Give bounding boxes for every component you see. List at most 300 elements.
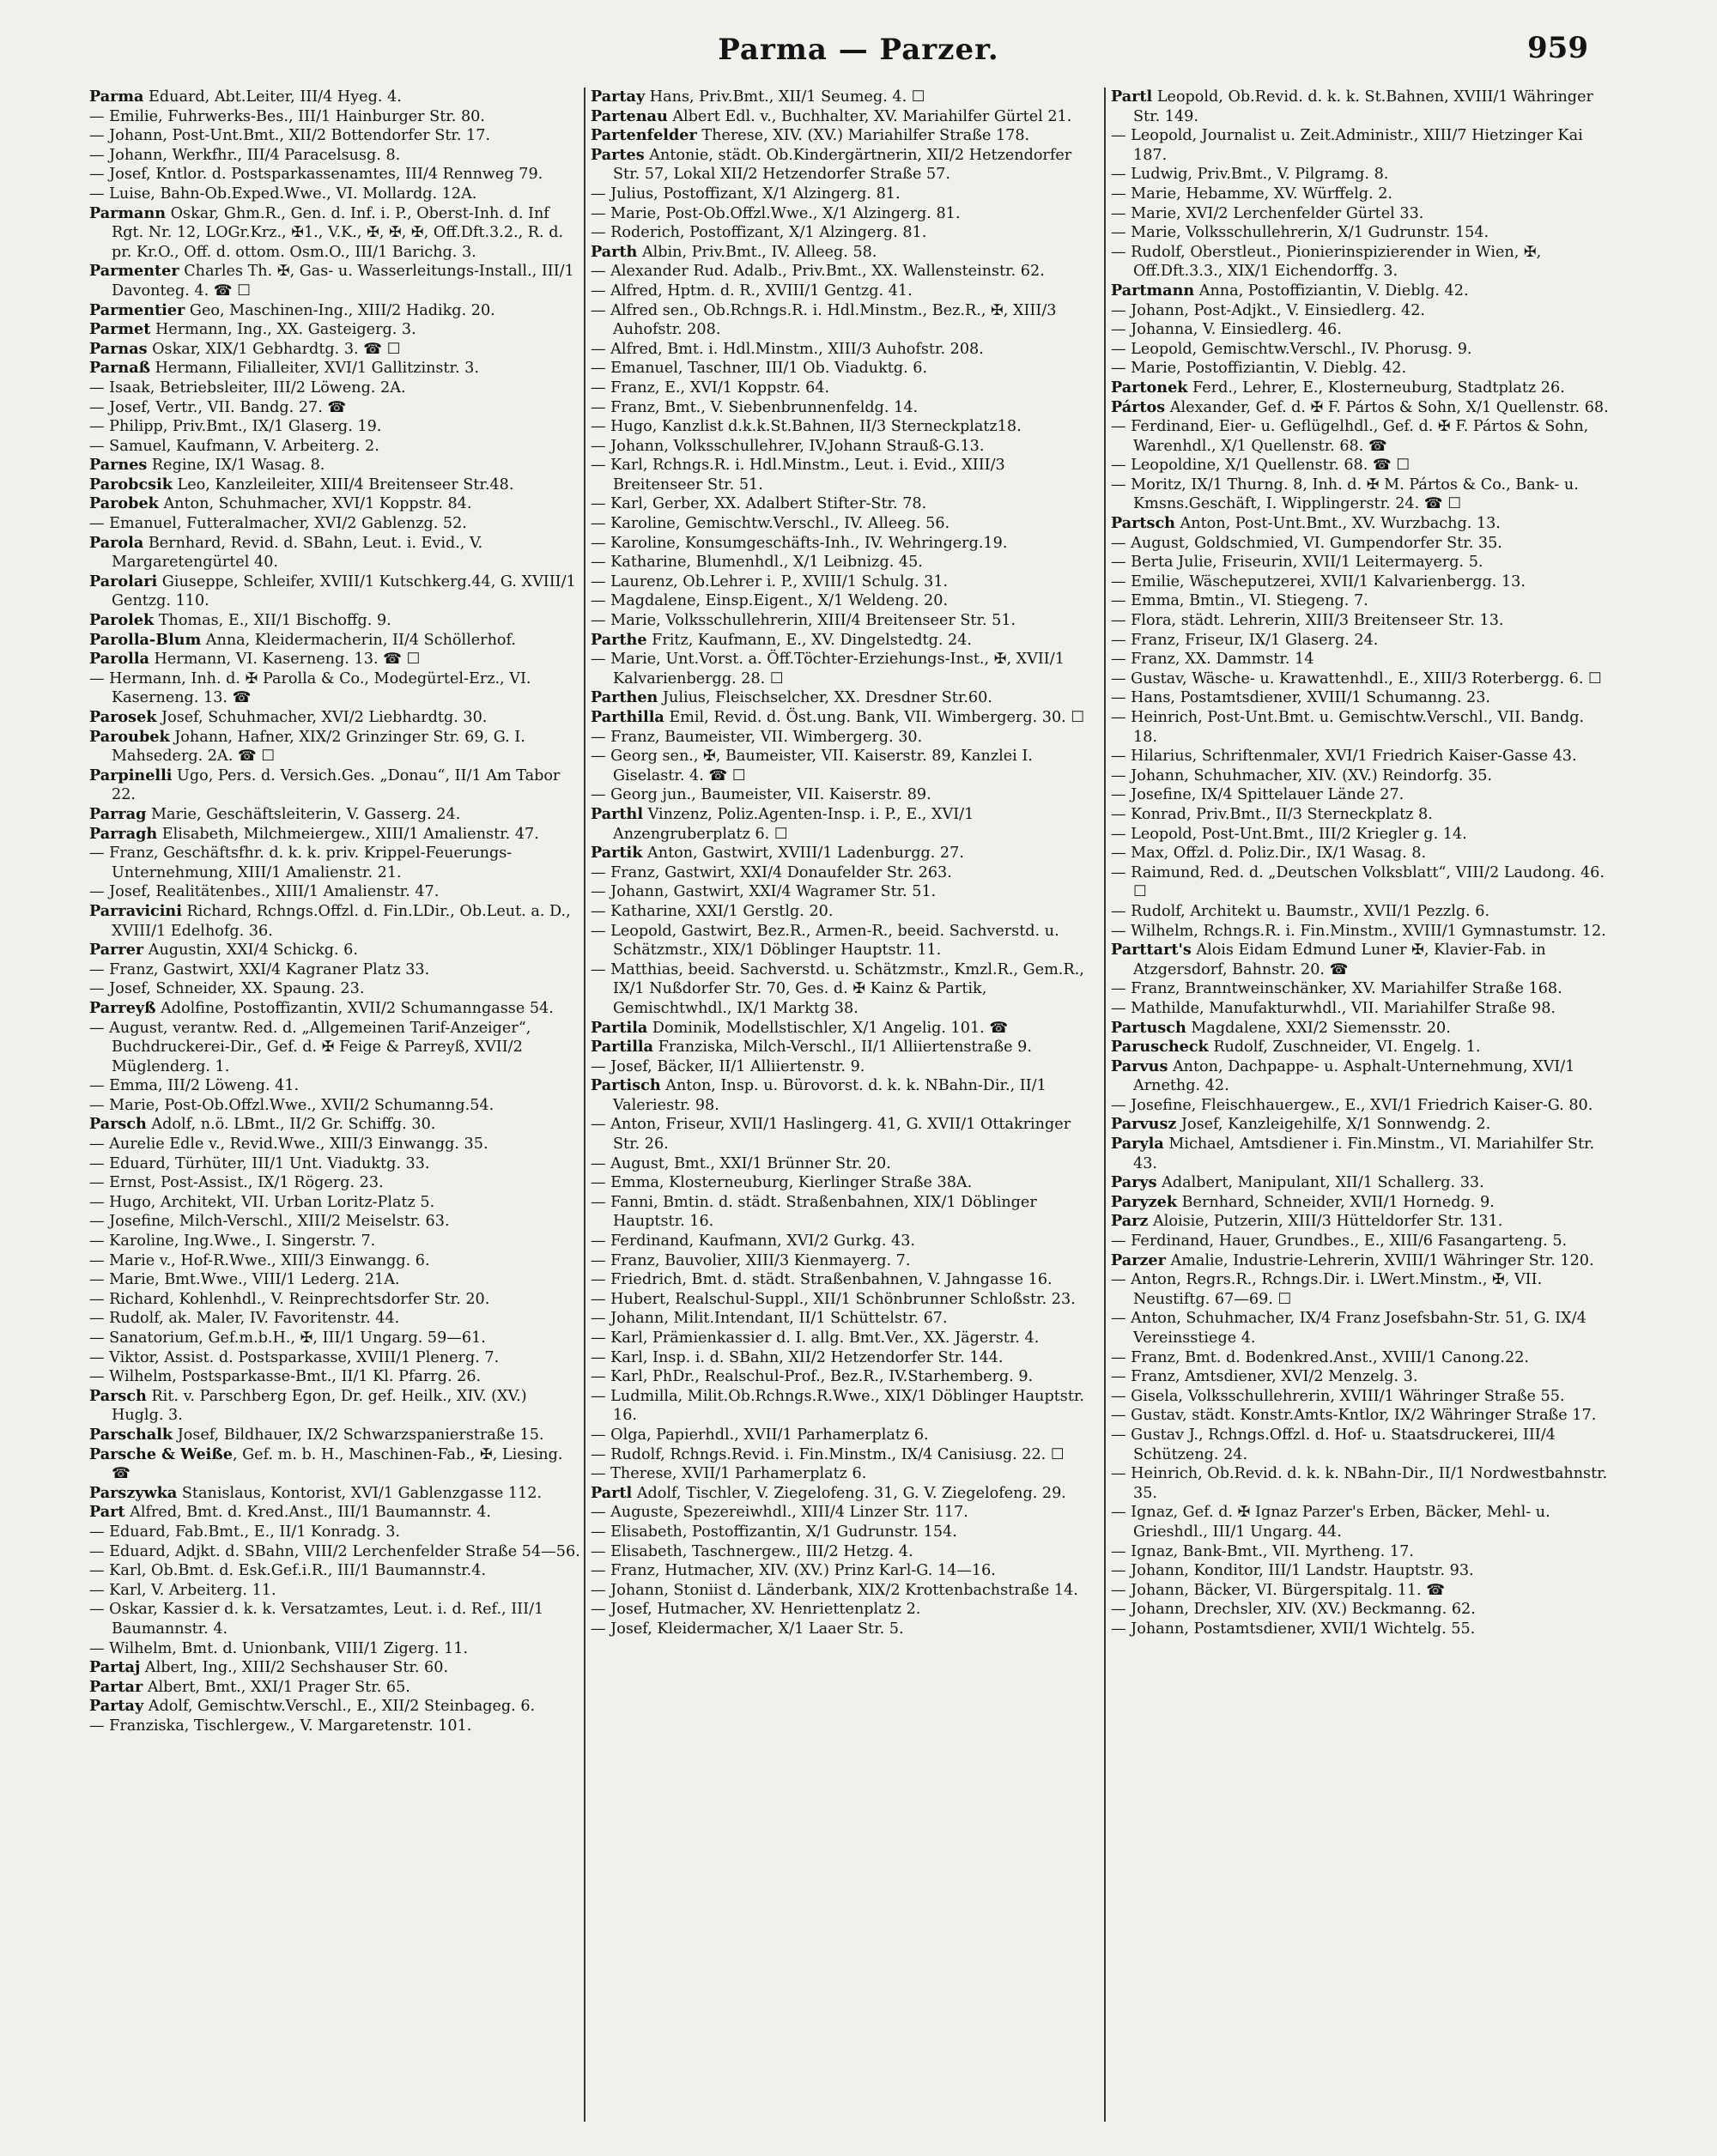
directory-entry <box>1111 165 1612 185</box>
directory-entry <box>1111 766 1612 786</box>
directory-entry <box>89 844 580 882</box>
directory-entry <box>591 456 1099 494</box>
directory-entry <box>1111 553 1612 572</box>
directory-entry <box>1111 398 1612 418</box>
directory-entry <box>89 1678 580 1698</box>
entry-surname: Paruscheck <box>1111 1038 1209 1057</box>
entry-text: — Marie, Post-Ob.Offzl.Wwe., XVII/2 Schumanng.54. <box>89 1096 494 1114</box>
entry-surname: Parobcsik <box>89 475 173 494</box>
directory-entry <box>591 1038 1099 1057</box>
entry-surname: Parrag <box>89 804 147 823</box>
directory-entry <box>591 534 1099 554</box>
entry-surname: Partaj <box>89 1658 141 1677</box>
entry-surname: Partonek <box>1111 378 1188 397</box>
directory-entry <box>1111 1620 1612 1639</box>
entry-text: — Emanuel, Taschner, III/1 Ob. Viaduktg. 6. <box>591 360 928 378</box>
directory-entry <box>89 611 580 631</box>
page-number: 959 <box>1527 31 1588 65</box>
directory-entry <box>89 728 580 766</box>
entry-text: — Leopold, Journalist u. Zeit.Administr., XIII/7 Hietzinger Kai 187. <box>1111 127 1583 164</box>
directory-entry <box>591 514 1099 534</box>
directory-entry <box>1111 591 1612 611</box>
entry-surname: Parmet <box>89 320 151 339</box>
directory-entry <box>591 243 1099 263</box>
entry-text: Anna, Kleidermacherin, II/4 Schöllerhof. <box>201 631 516 649</box>
entry-surname: Partmann <box>1111 281 1195 300</box>
directory-entry <box>1111 650 1612 669</box>
entry-surname: Parpinelli <box>89 766 173 784</box>
entry-text: — Rudolf, Oberstleut., Pionierinspizierender in Wien, ✠, Off.Dft.3.3., XIX/1 Eichendorffg. 3. <box>1111 243 1542 281</box>
entry-surname: Parnes <box>89 456 148 475</box>
entry-text: — Marie, Volksschullehrerin, XIII/4 Breitenseer Str. 51. <box>591 612 1016 630</box>
directory-entry <box>89 379 580 398</box>
directory-entry <box>89 825 580 845</box>
entry-surname: Partl <box>1111 88 1153 106</box>
entry-surname: Parnas <box>89 339 148 358</box>
entry-text: — Franz, Hutmacher, XIV. (XV.) Prinz Karl-G. 14—16. <box>591 1562 996 1580</box>
entry-text: — Franz, E., XVI/1 Koppstr. 64. <box>591 379 830 397</box>
entry-text: — Karoline, Gemischtw.Verschl., IV. Alleeg. 56. <box>591 515 950 533</box>
entry-text: Ferd., Lehrer, E., Klosterneuburg, Stadtplatz 26. <box>1187 379 1565 397</box>
entry-text: — Marie, Bmt.Wwe., VIII/1 Lederg. 21A. <box>89 1271 400 1289</box>
directory-entry <box>89 1135 580 1154</box>
directory-entry <box>1111 1542 1612 1562</box>
entry-surname: Paryla <box>1111 1135 1164 1154</box>
entry-surname: Partik <box>591 844 643 863</box>
directory-entry <box>89 146 580 166</box>
directory-entry <box>591 844 1099 863</box>
entry-text: — Franz, Geschäftsfhr. d. k. k. priv. Krippel-Feuerungs-Unternehmung, XIII/1 Amalienstr. 21. <box>89 845 513 881</box>
directory-entry <box>591 204 1099 224</box>
entry-text: Josef, Bildhauer, IX/2 Schwarzspanierstraße 15. <box>173 1426 544 1444</box>
entry-text: — Hubert, Realschul-Suppl., XII/1 Schönbrunner Schloßstr. 23. <box>591 1290 1076 1308</box>
directory-entry <box>89 1503 580 1523</box>
entry-text: Anton, Gastwirt, XVIII/1 Ladenburgg. 27. <box>642 845 964 863</box>
entry-text: Hermann, Filialleiter, XVI/1 Gallitzinstr. 3. <box>150 360 479 378</box>
entry-text: — Matthias, beeid. Sachverstd. u. Schätzmstr., Kmzl.R., Gem.R., IX/1 Nußdorfer Str. 70, Ges. d. ✠ Kainz & Partik, Gemischtwhdl., IX/1 Marktg 38. <box>591 960 1084 1017</box>
entry-surname: Parobek <box>89 494 159 513</box>
entry-text: — Isaak, Betriebsleiter, III/2 Löweng. 2A. <box>89 379 406 397</box>
entry-text: — Eduard, Türhüter, III/1 Unt. Viaduktg. 33. <box>89 1154 430 1172</box>
directory-entry <box>89 1717 580 1736</box>
directory-entry <box>591 88 1099 107</box>
entry-text: — Samuel, Kaufmann, V. Arbeiterg. 2. <box>89 437 379 455</box>
directory-entry <box>89 1581 580 1601</box>
directory-entry <box>1111 785 1612 805</box>
entry-text: Bernhard, Schneider, XVII/1 Hornedg. 9. <box>1177 1193 1495 1211</box>
entry-text: Vinzenz, Poliz.Agenten-Insp. i. P., E., XVI/1 Anzengruberplatz 6. ☐ <box>613 805 974 843</box>
entry-text: — Viktor, Assist. d. Postsparkasse, XVIII/1 Plenerg. 7. <box>89 1348 500 1366</box>
entry-text: Anton, Post-Unt.Bmt., XV. Wurzbachg. 13. <box>1174 515 1501 533</box>
entry-surname: Parthilla <box>591 708 664 726</box>
entry-text: — Franz, Amtsdiener, XVI/2 Menzelg. 3. <box>1111 1368 1418 1386</box>
entry-surname: Parth <box>591 242 638 261</box>
entry-text: — Flora, städt. Lehrerin, XIII/3 Breitenseer Str. 13. <box>1111 612 1504 630</box>
entry-text: Anna, Postoffiziantin, V. Dieblg. 42. <box>1194 282 1469 300</box>
directory-entry <box>591 960 1099 1019</box>
directory-entry <box>1111 1581 1612 1601</box>
entry-text: Rudolf, Zuschneider, VI. Engelg. 1. <box>1208 1039 1481 1057</box>
entry-text: — Oskar, Kassier d. k. k. Versatzamtes, Leut. i. d. Ref., III/1 Baumannstr. 4. <box>89 1601 544 1638</box>
entry-text: Eduard, Abt.Leiter, III/4 Hyeg. 4. <box>143 88 402 106</box>
entry-text: Adolf, n.ö. LBmt., II/2 Gr. Schiffg. 30. <box>146 1116 436 1134</box>
directory-entry <box>591 301 1099 340</box>
entry-text: — Josefine, IX/4 Spittelauer Lände 27. <box>1111 786 1405 804</box>
directory-entry <box>89 494 580 514</box>
entry-surname: Parmenter <box>89 262 179 281</box>
directory-entry <box>591 747 1099 785</box>
directory-entry <box>89 262 580 300</box>
entry-surname: Part <box>89 1503 125 1522</box>
directory-entry <box>591 223 1099 243</box>
entry-text: — Sanatorium, Gef.m.b.H., ✠, III/1 Ungarg. 59—61. <box>89 1329 486 1347</box>
entry-text: Fritz, Kaufmann, E., XV. Dingelstedtg. 24. <box>646 631 973 649</box>
entry-text: Hermann, Ing., XX. Gasteigerg. 3. <box>150 321 416 339</box>
entry-text: — Josef, Realitätenbes., XIII/1 Amalienstr. 47. <box>89 883 440 901</box>
directory-entry <box>591 417 1099 437</box>
directory-entry <box>1111 1309 1612 1348</box>
directory-entry <box>89 999 580 1019</box>
directory-entry <box>1111 669 1612 689</box>
entry-text: Bernhard, Revid. d. SBahn, Leut. i. Evid., V. Margaretengürtel 40. <box>112 534 483 572</box>
entry-text: — Magdalene, Einsp.Eigent., X/1 Weldeng. 20. <box>591 592 949 610</box>
directory-entry <box>1111 456 1612 475</box>
entry-text: Thomas, E., XII/1 Bischoffg. 9. <box>154 612 391 630</box>
entry-surname: Parszywka <box>89 1483 178 1502</box>
entry-text: — Ludmilla, Milit.Ob.Rchngs.R.Wwe., XIX/1 Döblinger Hauptstr. 16. <box>591 1387 1084 1425</box>
column-divider <box>1104 88 1106 2122</box>
directory-entry <box>1111 863 1612 902</box>
entry-text: — Josef, Schneider, XX. Spaung. 23. <box>89 980 365 998</box>
directory-entry <box>591 591 1099 611</box>
directory-entry <box>89 107 580 127</box>
directory-entry <box>1111 688 1612 708</box>
entry-text: Augustin, XXI/4 Schickg. 6. <box>143 942 358 960</box>
directory-entry <box>591 1426 1099 1445</box>
directory-entry <box>89 1251 580 1271</box>
entry-text: — Hilarius, Schriftenmaler, XVI/1 Friedrich Kaiser-Gasse 43. <box>1111 748 1577 766</box>
directory-entry <box>591 185 1099 204</box>
entry-text: — Julius, Postoffizant, X/1 Alzingerg. 81. <box>591 185 901 203</box>
entry-text: Anton, Dachpappe- u. Asphalt-Unternehmung, XVI/1 Arnethg. 42. <box>1133 1057 1575 1095</box>
entry-text: Adolf, Tischler, V. Ziegelofeng. 31, G. V. Ziegelofeng. 29. <box>632 1484 1066 1502</box>
entry-text: — Philipp, Priv.Bmt., IX/1 Glaserg. 19. <box>89 418 382 436</box>
directory-entry <box>591 1329 1099 1348</box>
entry-text: Hermann, VI. Kaserneng. 13. ☎ ☐ <box>149 651 421 669</box>
entry-text: — Therese, XVII/1 Parhamerplatz 6. <box>591 1465 867 1483</box>
entry-text: — Alexander Rud. Adalb., Priv.Bmt., XX. Wallensteinstr. 62. <box>591 263 1045 281</box>
entry-text: — Marie, Post-Ob.Offzl.Wwe., X/1 Alzingerg. 81. <box>591 204 961 222</box>
entry-text: — Fanni, Bmtin. d. städt. Straßenbahnen, XIX/1 Döblinger Hauptstr. 16. <box>591 1193 1037 1231</box>
directory-entry <box>591 1348 1099 1368</box>
directory-entry <box>591 882 1099 902</box>
entry-text: — Aurelie Edle v., Revid.Wwe., XIII/3 Einwangg. 35. <box>89 1136 488 1154</box>
directory-entry <box>89 1309 580 1329</box>
directory-entry <box>591 1309 1099 1329</box>
entry-text: — Eduard, Fab.Bmt., E., II/1 Konradg. 3. <box>89 1523 401 1541</box>
directory-entry <box>591 708 1099 728</box>
entry-text: — August, verantw. Red. d. „Allgemeinen Tarif-Anzeiger“, Buchdruckerei-Dir., Gef. d. ✠ Feige & Parreyß, XVII/2 Müglenderg. 1. <box>89 1019 531 1075</box>
entry-text: Adolf, Gemischtw.Verschl., E., XII/2 Steinbageg. 6. <box>143 1698 536 1716</box>
entry-text: — Franziska, Tischlergew., V. Margaretenstr. 101. <box>89 1717 472 1735</box>
entry-text: Anton, Insp. u. Bürovorst. d. k. k. NBahn-Dir., II/1 Valeriestr. 98. <box>613 1077 1047 1114</box>
directory-entry <box>1111 1600 1612 1620</box>
directory-entry <box>1111 1561 1612 1581</box>
directory-entry <box>89 1076 580 1096</box>
entry-surname: Partenau <box>591 106 668 125</box>
directory-entry <box>591 379 1099 398</box>
entry-text: — Georg sen., ✠, Baumeister, VII. Kaiserstr. 89, Kanzlei I. Giselastr. 4. ☎ ☐ <box>591 748 1033 784</box>
directory-entry <box>1111 301 1612 321</box>
entry-text: — Franz, Friseur, IX/1 Glaserg. 24. <box>1111 631 1379 649</box>
entry-text: Julius, Fleischselcher, XX. Dresdner Str.60. <box>658 689 992 707</box>
entry-surname: Parolari <box>89 572 158 590</box>
entry-text: — Mathilde, Manufakturwhdl., VII. Mariahilfer Straße 98. <box>1111 999 1556 1017</box>
column-divider <box>584 88 585 2122</box>
entry-text: Dominik, Modellstischler, X/1 Angelig. 101. ☎ <box>647 1019 1009 1037</box>
entry-surname: Parz <box>1111 1212 1149 1231</box>
entry-text: — Rudolf, Rchngs.Revid. i. Fin.Minstm., IX/4 Canisiusg. 22. ☐ <box>591 1445 1065 1463</box>
directory-entry <box>89 165 580 185</box>
directory-entry <box>1111 902 1612 922</box>
entry-text: Leo, Kanzleileiter, XIII/4 Breitenseer Str.48. <box>172 475 514 494</box>
entry-surname: Partl <box>591 1483 633 1502</box>
directory-entry <box>89 1561 580 1581</box>
entry-text: — Laurenz, Ob.Lehrer i. P., XVIII/1 Schulg. 31. <box>591 572 949 590</box>
directory-entry <box>89 1600 580 1638</box>
entry-surname: Pártos <box>1111 397 1166 416</box>
directory-entry <box>591 1193 1099 1232</box>
entry-text: — Johann, Konditor, III/1 Landstr. Hauptstr. 93. <box>1111 1562 1474 1580</box>
directory-entry <box>1111 1387 1612 1407</box>
entry-surname: Partsch <box>1111 514 1175 533</box>
entry-surname: Parvus <box>1111 1057 1168 1075</box>
entry-text: — Katharine, XXI/1 Gerstlg. 20. <box>591 902 834 920</box>
directory-entry <box>591 262 1099 282</box>
directory-entry <box>89 1445 580 1484</box>
directory-entry <box>1111 379 1612 398</box>
entry-text: — Elisabeth, Postoffizantin, X/1 Gudrunstr. 154. <box>591 1523 957 1541</box>
entry-surname: Parma <box>89 88 144 106</box>
entry-text: — Raimund, Red. d. „Deutschen Volksblatt“, VIII/2 Laudong. 46. ☐ <box>1111 863 1605 901</box>
entry-surname: Parschalk <box>89 1425 173 1444</box>
entry-text: Anton, Schuhmacher, XVI/1 Koppstr. 84. <box>158 495 472 513</box>
entry-text: — Georg jun., Baumeister, VII. Kaiserstr. 89. <box>591 786 931 804</box>
directory-entry <box>1111 572 1612 592</box>
directory-entry <box>89 1658 580 1678</box>
directory-entry <box>591 359 1099 379</box>
directory-entry <box>1111 1367 1612 1387</box>
directory-entry <box>591 553 1099 572</box>
column-right <box>1111 88 1612 2122</box>
directory-entry <box>89 941 580 960</box>
entry-surname: Parttart's <box>1111 941 1192 960</box>
entry-text: , Gef. m. b. H., Maschinen-Fab., ✠, Liesing. ☎ <box>112 1445 563 1483</box>
directory-entry <box>1111 359 1612 379</box>
directory-entry <box>591 107 1099 127</box>
directory-entry <box>591 437 1099 457</box>
directory-entry <box>89 456 580 475</box>
directory-entry <box>1111 1464 1612 1503</box>
directory-entry <box>591 1620 1099 1639</box>
entry-text: Rit. v. Parschberg Egon, Dr. gef. Heilk., XIV. (XV.) Huglg. 3. <box>112 1387 527 1425</box>
entry-text: — Ludwig, Priv.Bmt., V. Pilgramg. 8. <box>1111 166 1389 184</box>
directory-entry <box>1111 999 1612 1019</box>
entry-text: — Wilhelm, Postsparkasse-Bmt., II/1 Kl. Pfarrg. 26. <box>89 1368 482 1386</box>
entry-surname: Paroubek <box>89 727 170 746</box>
directory-entry <box>1111 1270 1612 1309</box>
entry-text: — Marie, XVI/2 Lerchenfelder Gürtel 33. <box>1111 204 1424 222</box>
entry-text: Richard, Rchngs.Offzl. d. Fin.LDir., Ob.Leut. a. D., XVIII/1 Edelhofg. 36. <box>112 902 571 940</box>
entry-text: — Marie v., Hof-R.Wwe., XIII/3 Einwangg. 6. <box>89 1251 430 1269</box>
entry-text: Alois Eidam Edmund Luner ✠, Klavier-Fab. in Atzgersdorf, Bahnstr. 20. ☎ <box>1133 942 1546 978</box>
directory-entry <box>1111 1057 1612 1096</box>
entry-text: — Leopoldine, X/1 Quellenstr. 68. ☎ ☐ <box>1111 457 1411 475</box>
entry-surname: Parravicini <box>89 901 182 920</box>
entry-text: — August, Goldschmied, VI. Gumpendorfer Str. 35. <box>1111 534 1502 552</box>
entry-text: — Johann, Werkfhr., III/4 Paracelsusg. 8. <box>89 146 401 164</box>
entry-text: — Ferdinand, Kaufmann, XVI/2 Gurkg. 43. <box>591 1232 916 1251</box>
directory-entry <box>591 922 1099 960</box>
entry-surname: Parolek <box>89 611 155 630</box>
entry-surname: Parrer <box>89 941 144 960</box>
entry-text: — Emma, Bmtin., VI. Stiegeng. 7. <box>1111 592 1368 610</box>
entry-text: — Franz, Bmt. d. Bodenkred.Anst., XVIII/1 Canong.22. <box>1111 1348 1530 1366</box>
directory-entry <box>1111 223 1612 243</box>
entry-text: — Eduard, Adjkt. d. SBahn, VIII/2 Lerchenfelder Straße 54—56. <box>89 1542 580 1560</box>
entry-text: — Johann, Gastwirt, XXI/4 Wagramer Str. 51. <box>591 883 937 901</box>
directory-entry <box>591 1600 1099 1620</box>
entry-text: — Leopold, Gastwirt, Bez.R., Armen-R., beeid. Sachverstd. u. Schätzmstr., XIX/1 Döblinger Hauptstr. 11. <box>591 922 1059 960</box>
entry-surname: Partay <box>89 1697 144 1716</box>
directory-entry <box>591 1503 1099 1523</box>
entry-text: — Elisabeth, Taschnergew., III/2 Hetzg. 4. <box>591 1542 913 1560</box>
directory-entry <box>1111 417 1612 456</box>
entry-text: — Johann, Bäcker, VI. Bürgerspitalg. 11. ☎ <box>1111 1581 1446 1599</box>
directory-entry <box>1111 708 1612 747</box>
directory-entry <box>591 1270 1099 1290</box>
directory-entry <box>89 1115 580 1135</box>
entry-text: Magdalene, XXI/2 Siemensstr. 20. <box>1186 1019 1451 1037</box>
directory-entry <box>89 1290 580 1310</box>
entry-text: — Marie, Volksschullehrerin, X/1 Gudrunstr. 154. <box>1111 224 1489 242</box>
directory-entry <box>591 1367 1099 1387</box>
entry-text: — Anton, Friseur, XVII/1 Haslingerg. 41, G. XVII/1 Ottakringer Str. 26. <box>591 1116 1071 1154</box>
entry-text: — Gustav J., Rchngs.Offzl. d. Hof- u. Staatsdruckerei, III/4 Schützeng. 24. <box>1111 1426 1556 1463</box>
entry-text: — Hermann, Inh. d. ✠ Parolla & Co., Modegürtel-Erz., VI. Kaserneng. 13. ☎ <box>89 669 531 707</box>
directory-entry <box>591 688 1099 708</box>
directory-entry <box>591 1232 1099 1251</box>
directory-entry <box>1111 88 1612 126</box>
entry-text: — Johann, Volksschullehrer, IV.Johann Strauß-G.13. <box>591 437 985 455</box>
directory-entry <box>1111 805 1612 825</box>
directory-entry <box>89 1270 580 1290</box>
directory-entry <box>591 1290 1099 1310</box>
directory-entry <box>591 1542 1099 1562</box>
directory-entry <box>89 398 580 418</box>
directory-entry <box>89 88 580 107</box>
directory-entry <box>89 960 580 980</box>
entry-text: — Josef, Hutmacher, XV. Henriettenplatz 2. <box>591 1601 921 1619</box>
directory-entry <box>1111 475 1612 514</box>
directory-entry <box>1111 1019 1612 1039</box>
entry-text: — Anton, Regrs.R., Rchngs.Dir. i. LWert.Minstm., ✠, VII. Neustiftg. 67—69. ☐ <box>1111 1271 1543 1308</box>
directory-entry <box>591 494 1099 514</box>
entry-surname: Partay <box>591 88 646 106</box>
directory-entry <box>591 631 1099 651</box>
directory-entry <box>591 340 1099 360</box>
directory-entry <box>89 534 580 572</box>
directory-entry <box>591 902 1099 922</box>
entry-text: Oskar, XIX/1 Gebhardtg. 3. ☎ ☐ <box>147 340 401 358</box>
directory-entry <box>591 572 1099 592</box>
entry-text: — Alfred, Bmt. i. Hdl.Minstm., XIII/3 Auhofstr. 208. <box>591 340 984 358</box>
entry-text: — Gustav, Wäsche- u. Krawattenhdl., E., XIII/3 Roterbergg. 6. ☐ <box>1111 669 1602 687</box>
entry-text: — Friedrich, Bmt. d. städt. Straßenbahnen, V. Jahngasse 16. <box>591 1271 1053 1289</box>
directory-entry <box>89 1154 580 1174</box>
entry-text: — Leopold, Post-Unt.Bmt., III/2 Kriegler g. 14. <box>1111 825 1467 843</box>
directory-entry <box>89 475 580 495</box>
directory-entry <box>89 1173 580 1193</box>
directory-entry <box>1111 844 1612 863</box>
directory-entry <box>591 146 1099 185</box>
entry-text: Regine, IX/1 Wasag. 8. <box>147 457 325 475</box>
directory-entry <box>89 340 580 360</box>
entry-text: Josef, Schuhmacher, XVI/2 Liebhardtg. 30. <box>156 709 488 726</box>
directory-entry <box>1111 204 1612 224</box>
entry-text: Marie, Geschäftsleiterin, V. Gasserg. 24. <box>146 805 461 823</box>
directory-entry <box>1111 126 1612 165</box>
directory-entry <box>591 398 1099 418</box>
entry-text: — Leopold, Gemischtw.Verschl., IV. Phorusg. 9. <box>1111 340 1472 358</box>
entry-surname: Partila <box>591 1018 648 1037</box>
directory-entry <box>89 708 580 728</box>
entry-surname: Paryzek <box>1111 1192 1178 1211</box>
entry-text: Josef, Kanzleigehilfe, X/1 Sonnwendg. 2. <box>1176 1116 1491 1134</box>
directory-entry <box>1111 1115 1612 1135</box>
entry-text: — Wilhelm, Rchngs.R. i. Fin.Minstm., XVIII/1 Gymnastumstr. 12. <box>1111 922 1606 940</box>
entry-text: — Richard, Kohlenhdl., V. Reinprechtsdorfer Str. 20. <box>89 1290 490 1308</box>
entry-surname: Partisch <box>591 1076 661 1095</box>
entry-text: — Emilie, Wäscheputzerei, XVII/1 Kalvarienbergg. 13. <box>1111 572 1526 590</box>
directory-entry <box>89 766 580 805</box>
directory-entry <box>89 882 580 902</box>
entry-surname: Parvusz <box>1111 1115 1177 1134</box>
entry-text: — August, Bmt., XXI/1 Brünner Str. 20. <box>591 1154 891 1172</box>
entry-text: — Konrad, Priv.Bmt., II/3 Sterneckplatz 8. <box>1111 805 1433 823</box>
directory-entry <box>1111 534 1612 554</box>
directory-entry <box>1111 340 1612 360</box>
directory-entry <box>591 1251 1099 1271</box>
entry-text: — Franz, Baumeister, VII. Wimbergerg. 30. <box>591 728 923 746</box>
directory-entry <box>89 320 580 340</box>
entry-text: — Johann, Drechsler, XIV. (XV.) Beckmanng. 62. <box>1111 1601 1476 1619</box>
directory-entry <box>591 728 1099 748</box>
entry-text: Alfred, Bmt. d. Kred.Anst., III/1 Baumannstr. 4. <box>124 1504 492 1522</box>
entry-surname: Parolla <box>89 650 149 669</box>
directory-entry <box>1111 747 1612 766</box>
entry-text: — Heinrich, Post-Unt.Bmt. u. Gemischtw.Verschl., VII. Bandg. 18. <box>1111 709 1585 746</box>
directory-entry <box>1111 185 1612 204</box>
entry-text: — Ferdinand, Hauer, Grundbes., E., XIII/6 Fasangarteng. 5. <box>1111 1232 1568 1251</box>
directory-entry <box>1111 611 1612 631</box>
directory-entry <box>89 979 580 999</box>
entry-text: — Hugo, Architekt, VII. Urban Loritz-Platz 5. <box>89 1193 435 1211</box>
directory-entry <box>1111 1503 1612 1541</box>
directory-entry <box>89 1096 580 1116</box>
entry-text: — Franz, Bmt., V. Siebenbrunnenfeldg. 14. <box>591 398 919 416</box>
directory-entry <box>1111 979 1612 999</box>
